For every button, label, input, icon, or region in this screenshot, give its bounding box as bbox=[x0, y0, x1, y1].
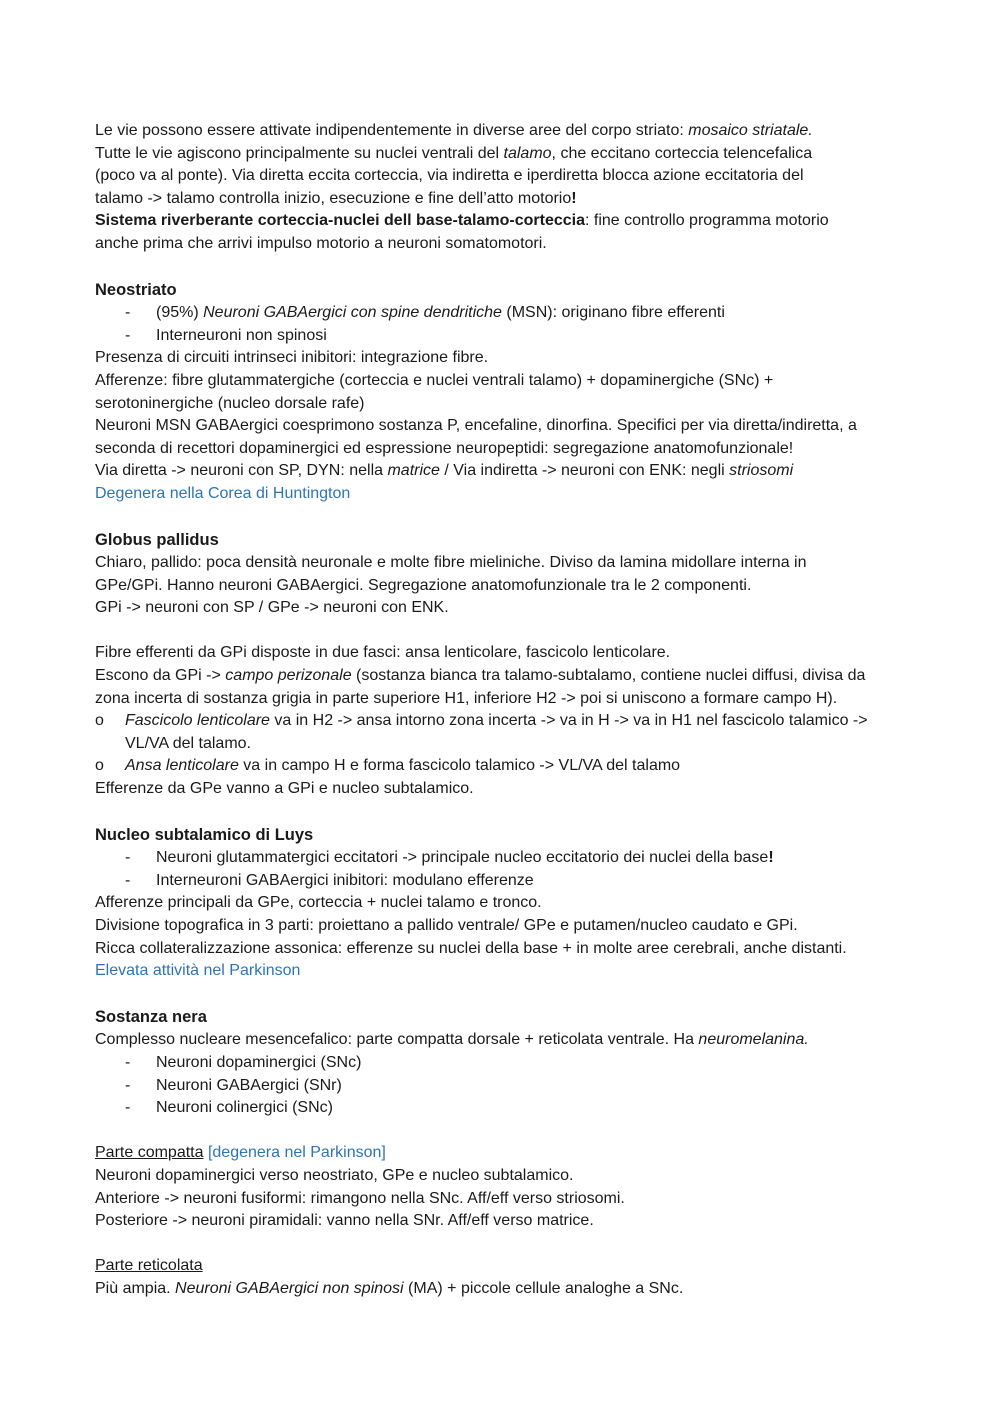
text-line: Anteriore -> neuroni fusiformi: rimangono nella SNc. Aff/eff verso striosomi. bbox=[95, 1189, 625, 1207]
text-line: Afferenze: fibre glutammatergiche (corteccia e nuclei ventrali talamo) + dopaminergiche (SNc) + bbox=[95, 371, 774, 389]
sostanza-nera-section bbox=[95, 1005, 915, 1300]
text-line: Fibre efferenti da GPi disposte in due fasci: ansa lenticolare, fascicolo lenticolare. bbox=[95, 644, 671, 662]
section-heading: Neostriato bbox=[95, 281, 177, 300]
list-item: - Interneuroni GABAergici inibitori: modulano efferenze bbox=[95, 870, 915, 893]
intro-line: Tutte le vie agiscono principalmente su nuclei ventrali del talamo, che eccitano corteccia telencefalica bbox=[95, 144, 813, 162]
luys-section bbox=[95, 823, 915, 983]
list-item: - (95%) Neuroni GABAergici con spine dendritiche (MSN): originano fibre efferenti bbox=[95, 302, 915, 325]
text-line: Chiaro, pallido: poca densità neuronale e molte fibre mieliniche. Diviso da lamina midollare interna in bbox=[95, 554, 807, 572]
subsection-heading: Parte compatta [degenera nel Parkinson] bbox=[95, 1144, 386, 1162]
text-line: Posteriore -> neuroni piramidali: vanno nella SNr. Aff/eff verso matrice. bbox=[95, 1212, 594, 1230]
list-item: o Fascicolo lenticolare va in H2 -> ansa intorno zona incerta -> va in H -> va in H1 nel fascicolo talamico -> VL/VA del talamo. bbox=[95, 710, 915, 755]
section-heading: Sostanza nera bbox=[95, 1008, 207, 1027]
text-line: Presenza di circuiti intrinseci inibitori: integrazione fibre. bbox=[95, 349, 489, 367]
text-line: Complesso nucleare mesencefalico: parte compatta dorsale + reticolata ventrale. Ha neuromelanina. bbox=[95, 1031, 809, 1049]
text-line: Efferenze da GPe vanno a GPi e nucleo subtalamico. bbox=[95, 780, 474, 798]
text-line: serotoninergiche (nucleo dorsale rafe) bbox=[95, 394, 365, 412]
text-line: Ricca collateralizzazione assonica: efferenze su nuclei della base + in molte aree cerebrali, anche distanti. bbox=[95, 939, 847, 957]
list-item: - Interneuroni non spinosi bbox=[95, 325, 915, 348]
text-line: seconda di recettori dopaminergici ed espressione neuropeptidi: segregazione anatomofunzionale! bbox=[95, 439, 794, 457]
section-heading: Globus pallidus bbox=[95, 531, 219, 550]
text-line: Neuroni dopaminergici verso neostriato, GPe e nucleo subtalamico. bbox=[95, 1166, 574, 1184]
neostriato-section bbox=[95, 278, 915, 505]
intro-line: talamo -> talamo controlla inizio, esecuzione e fine dell’atto motorio! bbox=[95, 189, 577, 207]
list-item: - Neuroni dopaminergici (SNc) bbox=[95, 1052, 915, 1075]
document-body bbox=[95, 120, 915, 1301]
text-line: Via diretta -> neuroni con SP, DYN: nella matrice / Via indiretta -> neuroni con ENK: negli striosomi bbox=[95, 462, 794, 480]
list-item: - Neuroni GABAergici (SNr) bbox=[95, 1075, 915, 1098]
intro-line: Sistema riverberante corteccia-nuclei dell base-talamo-corteccia: fine controllo programma motorio bbox=[95, 212, 829, 230]
intro-section bbox=[95, 120, 915, 256]
clinical-note: Elevata attività nel Parkinson bbox=[95, 962, 301, 980]
text-line: GPe/GPi. Hanno neuroni GABAergici. Segregazione anatomofunzionale tra le 2 componenti. bbox=[95, 576, 752, 594]
text-line: zona incerta di sostanza grigia in parte superiore H1, inferiore H2 -> poi si uniscono a formare campo H). bbox=[95, 689, 838, 707]
section-heading: Nucleo subtalamico di Luys bbox=[95, 826, 314, 845]
text-line: GPi -> neuroni con SP / GPe -> neuroni con ENK. bbox=[95, 599, 449, 617]
intro-line: (poco va al ponte). Via diretta eccita corteccia, via indiretta e iperdiretta blocca azione eccitatoria del bbox=[95, 167, 804, 185]
text-line: Divisione topografica in 3 parti: proiettano a pallido ventrale/ GPe e putamen/nucleo caudato e GPi. bbox=[95, 917, 798, 934]
subsection-heading: Parte reticolata bbox=[95, 1257, 203, 1275]
text-line: Escono da GPi -> campo perizonale (sostanza bianca tra talamo-subtalamo, contiene nuclei diffusi, divisa da bbox=[95, 667, 866, 685]
intro-line: Le vie possono essere attivate indipendentemente in diverse aree del corpo striato: mosaico striatale. bbox=[95, 122, 813, 139]
list-item: - Neuroni colinergici (SNc) bbox=[95, 1097, 915, 1120]
globus-pallidus-section bbox=[95, 528, 915, 801]
clinical-note: Degenera nella Corea di Huntington bbox=[95, 484, 351, 502]
intro-line: anche prima che arrivi impulso motorio a neuroni somatomotori. bbox=[95, 234, 547, 252]
list-item: o Ansa lenticolare va in campo H e forma fascicolo talamico -> VL/VA del talamo bbox=[95, 755, 915, 778]
text-line: Neuroni MSN GABAergici coesprimono sostanza P, encefaline, dinorfina. Specifici per via diretta/indiretta, a bbox=[95, 417, 857, 435]
text-line: Più ampia. Neuroni GABAergici non spinosi (MA) + piccole cellule analoghe a SNc. bbox=[95, 1279, 684, 1297]
list-item: - Neuroni glutammatergici eccitatori -> principale nucleo eccitatorio dei nuclei della base! bbox=[95, 847, 915, 870]
text-line: Afferenze principali da GPe, corteccia + nuclei talamo e tronco. bbox=[95, 894, 542, 912]
